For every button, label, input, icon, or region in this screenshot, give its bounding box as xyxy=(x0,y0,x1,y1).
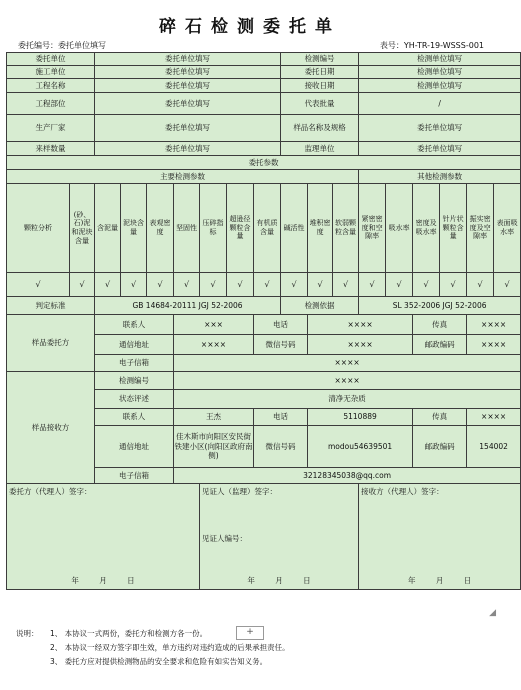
client-contact-label: 联系人 xyxy=(95,315,174,335)
info-value[interactable]: 检测单位填写 xyxy=(359,79,521,93)
param-check[interactable]: √ xyxy=(440,273,467,297)
notes-section xyxy=(16,627,496,669)
param-check[interactable]: √ xyxy=(494,273,521,297)
test-basis-label: 检测依据 xyxy=(281,297,359,315)
witness-signature-label: 见证人（监理）签字： xyxy=(202,487,277,496)
receiver-phone-value[interactable]: 5110889 xyxy=(308,409,413,426)
info-row xyxy=(7,79,521,93)
witness-signature-cell[interactable] xyxy=(200,484,359,590)
param-check[interactable]: √ xyxy=(7,273,70,297)
info-value[interactable]: 委托单位填写 xyxy=(95,115,281,142)
client-postcode-label: 邮政编码 xyxy=(413,335,467,355)
param-name: (砂、石)泥和泥块含量 xyxy=(70,184,95,273)
param-name: 泥块含量 xyxy=(121,184,147,273)
client-fax-value[interactable]: ×××× xyxy=(467,315,521,335)
param-check[interactable]: √ xyxy=(227,273,254,297)
receiver-wechat-label: 微信号码 xyxy=(254,426,308,468)
param-name: 密度及吸水率 xyxy=(413,184,440,273)
param-name: 碱活性 xyxy=(281,184,308,273)
client-email-label: 电子信箱 xyxy=(95,355,174,372)
client-signature-cell[interactable] xyxy=(7,484,200,590)
form-number-value: YH-TR-19-WSSS-001 xyxy=(403,41,484,50)
param-name: 含泥量 xyxy=(95,184,121,273)
params-section-title: 委托参数 xyxy=(7,156,521,170)
info-row xyxy=(7,53,521,66)
receiver-group-label: 样品接收方 xyxy=(7,372,95,484)
param-name: 软弱颗粒含量 xyxy=(333,184,359,273)
info-row xyxy=(7,66,521,79)
param-name: 振实密度及空隙率 xyxy=(467,184,494,273)
param-check[interactable]: √ xyxy=(333,273,359,297)
param-name: 坚固性 xyxy=(174,184,200,273)
info-label: 工程名称 xyxy=(7,79,95,93)
form-number xyxy=(380,40,484,51)
receiver-email-label: 电子信箱 xyxy=(95,468,174,484)
client-email-value[interactable]: ×××× xyxy=(174,355,521,372)
param-check[interactable]: √ xyxy=(254,273,281,297)
info-label: 代表批量 xyxy=(281,93,359,115)
client-wechat-label: 微信号码 xyxy=(254,335,308,355)
info-value[interactable]: 委托单位填写 xyxy=(95,142,281,156)
info-label: 工程部位 xyxy=(7,93,95,115)
witness-number-label: 见证人编号： xyxy=(202,534,247,543)
receiver-testno-label: 检测编号 xyxy=(95,372,174,390)
info-value[interactable]: 检测单位填写 xyxy=(359,53,521,66)
client-address-label: 通信地址 xyxy=(95,335,174,355)
witness-signature-date: 年 月 日 xyxy=(247,575,311,585)
param-check[interactable]: √ xyxy=(467,273,494,297)
param-check[interactable]: √ xyxy=(281,273,308,297)
info-label: 生产厂家 xyxy=(7,115,95,142)
client-group-label: 样品委托方 xyxy=(7,315,95,372)
judge-standard-value[interactable]: GB 14684-20111 JGJ 52-2006 xyxy=(95,297,281,315)
param-name: 颗粒分析 xyxy=(7,184,70,273)
receiver-address-value[interactable]: 佳木斯市向阳区安民街铁建小区(向阳区政府南侧) xyxy=(174,426,254,468)
info-label: 施工单位 xyxy=(7,66,95,79)
receiver-testno-value[interactable]: ×××× xyxy=(174,372,521,390)
param-check[interactable]: √ xyxy=(413,273,440,297)
judge-standard-label: 判定标准 xyxy=(7,297,95,315)
receiver-state-value[interactable]: 清净无杂质 xyxy=(174,390,521,409)
notes-lead: 说明： xyxy=(16,629,39,638)
param-check[interactable]: √ xyxy=(386,273,413,297)
info-row xyxy=(7,93,521,115)
param-names-row xyxy=(7,184,521,273)
commission-number xyxy=(18,40,106,51)
info-value[interactable]: 委托单位填写 xyxy=(95,66,281,79)
param-name: 超逊径颗粒含量 xyxy=(227,184,254,273)
receiver-state-label: 状态评述 xyxy=(95,390,174,409)
info-label: 接收日期 xyxy=(281,79,359,93)
form-title: 碎石检测委托单 xyxy=(159,17,341,37)
param-name: 吸水率 xyxy=(386,184,413,273)
param-name: 有机质含量 xyxy=(254,184,281,273)
client-postcode-value[interactable]: ×××× xyxy=(467,335,521,355)
receiver-phone-label: 电话 xyxy=(254,409,308,426)
client-contact-value[interactable]: ××× xyxy=(174,315,254,335)
info-value[interactable]: 委托单位填写 xyxy=(95,53,281,66)
param-checks-row xyxy=(7,273,521,297)
receiver-fax-value[interactable]: ×××× xyxy=(467,409,521,426)
info-row xyxy=(7,142,521,156)
receiver-postcode-value[interactable]: 154002 xyxy=(467,426,521,468)
info-value[interactable]: / xyxy=(359,93,521,115)
client-address-value[interactable]: ×××× xyxy=(174,335,254,355)
param-name: 针片状颗粒含量 xyxy=(440,184,467,273)
param-check[interactable]: √ xyxy=(308,273,333,297)
note-item: 1、 本协议一式两份，委托方和检测方各一份。 xyxy=(50,629,208,638)
receiver-fax-label: 传真 xyxy=(413,409,467,426)
info-label: 监理单位 xyxy=(281,142,359,156)
param-check[interactable]: √ xyxy=(95,273,121,297)
info-value[interactable]: 委托单位填写 xyxy=(359,115,521,142)
param-check[interactable]: √ xyxy=(174,273,200,297)
note-item: 3、 委托方应对提供检测物品的安全要求和危险有如实告知义务。 xyxy=(50,657,268,666)
receiver-postcode-label: 邮政编码 xyxy=(413,426,467,468)
info-value[interactable]: 委托单位填写 xyxy=(95,93,281,115)
info-label: 委托单位 xyxy=(7,53,95,66)
param-check[interactable]: √ xyxy=(359,273,386,297)
param-name: 压碎指标 xyxy=(200,184,227,273)
client-phone-value[interactable]: ×××× xyxy=(308,315,413,335)
info-label: 委托日期 xyxy=(281,66,359,79)
commission-number-value: 委托单位填写 xyxy=(58,41,106,50)
receiver-signature-label: 接收方（代理人）签字： xyxy=(361,487,444,496)
info-value[interactable]: 检测单位填写 xyxy=(359,66,521,79)
test-basis-value[interactable]: SL 352-2006 JGJ 52-2006 xyxy=(359,297,521,315)
other-params-title: 其他检测参数 xyxy=(359,170,521,184)
param-name: 表观密度 xyxy=(147,184,174,273)
main-params-title: 主要检测参数 xyxy=(7,170,359,184)
commission-number-label: 委托编号： xyxy=(18,41,58,50)
info-label: 样品名称及规格 xyxy=(281,115,359,142)
param-name: 紧密密度和空隙率 xyxy=(359,184,386,273)
commission-form-table xyxy=(6,52,521,590)
param-check[interactable]: √ xyxy=(121,273,147,297)
param-check[interactable]: √ xyxy=(147,273,174,297)
receiver-email-value[interactable]: 32128345038@qq.com xyxy=(174,468,521,484)
note-item: 2、 本协议一经双方签字即生效，单方违约对违约造成的后果承担责任。 xyxy=(50,643,290,652)
client-wechat-value[interactable]: ×××× xyxy=(308,335,413,355)
param-name: 堆积密度 xyxy=(308,184,333,273)
info-value[interactable]: 委托单位填写 xyxy=(359,142,521,156)
receiver-wechat-value[interactable]: modou54639501 xyxy=(308,426,413,468)
client-phone-label: 电话 xyxy=(254,315,308,335)
receiver-contact-value[interactable]: 王杰 xyxy=(174,409,254,426)
receiver-signature-cell[interactable] xyxy=(359,484,521,590)
receiver-address-label: 通信地址 xyxy=(95,426,174,468)
receiver-signature-date: 年 月 日 xyxy=(407,575,472,585)
info-value[interactable]: 委托单位填写 xyxy=(95,79,281,93)
corner-marker-icon: ◢ xyxy=(489,608,496,618)
info-label: 检测编号 xyxy=(281,53,359,66)
client-signature-date: 年 月 日 xyxy=(71,575,135,585)
receiver-contact-label: 联系人 xyxy=(95,409,174,426)
param-check[interactable]: √ xyxy=(70,273,95,297)
info-row xyxy=(7,115,521,142)
info-label: 来样数量 xyxy=(7,142,95,156)
param-check[interactable]: √ xyxy=(200,273,227,297)
plus-icon[interactable]: + xyxy=(236,626,264,640)
client-fax-label: 传真 xyxy=(413,315,467,335)
client-signature-label: 委托方（代理人）签字： xyxy=(9,487,92,496)
form-number-label: 表号： xyxy=(379,41,404,50)
param-name: 表面吸水率 xyxy=(494,184,521,273)
